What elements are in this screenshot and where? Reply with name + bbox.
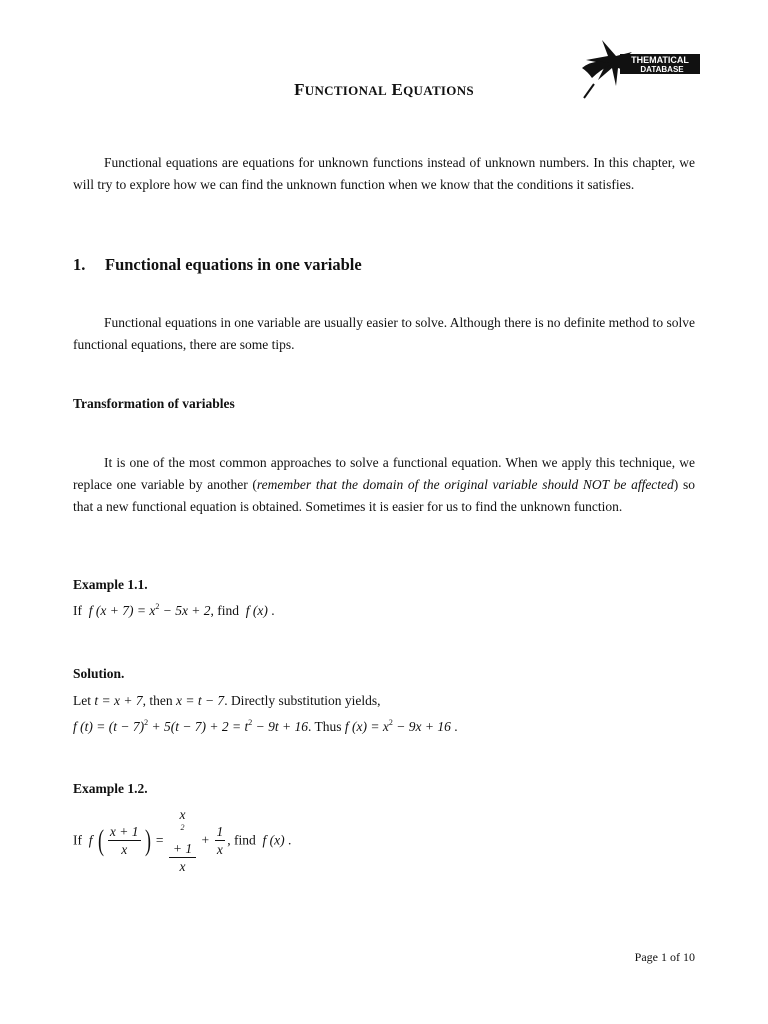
example-1-1-label: Example 1.1. <box>73 577 148 592</box>
example-1-1-statement: If f $(x + 7) = x^2 - 5x + 2$, find f (x) . <box>73 602 275 618</box>
subsection-heading: Transformation of variables <box>73 396 235 411</box>
example-1-2-statement: If f ( $\frac{x + 1}{x}$ ) = x $^2$ + 1 x + $\frac{1}{x}$ , find f (x) . <box>73 807 292 874</box>
example-1-2-label: Example 1.2. <box>73 781 148 796</box>
solution-line-1: Let t = x + 7, then x = t − 7. Directly substitution yields, <box>73 693 381 708</box>
solution-label: Solution. <box>73 666 125 681</box>
solution-line-2: f $(t) = (t - 7)^2 + 5(t - 7) + 2 = t^2 - 9t + 16$. Thus f $(x) = x^2 - 9x + 16$ . <box>73 718 458 734</box>
transformation-paragraph: It is one of the most common approaches to solve a functional equation. When we apply this technique, we replace one variable by another (remember that the domain of the original variable should NOT be affected) so that a new functional equation is obtained. Sometimes it is easier for us to find the unknown function. <box>73 455 695 514</box>
section-paragraph: Functional equations in one variable are usually easier to solve. Although there is no definite method to solve functional equations, there are some tips. <box>73 315 695 352</box>
svg-text:THEMATICAL: THEMATICAL <box>631 55 689 65</box>
page-number: Page 1 of 10 <box>634 950 695 964</box>
page-title: FUNCTIONAL EQUATIONS <box>294 80 474 99</box>
svg-text:DATABASE: DATABASE <box>640 65 684 74</box>
section-heading: 1. Functional equations in one variable <box>73 255 362 274</box>
intro-paragraph: Functional equations are equations for unknown functions instead of unknown numbers. In this chapter, we will try to explore how we can find the unknown function when we know that the conditions it satisfies. <box>73 155 695 192</box>
